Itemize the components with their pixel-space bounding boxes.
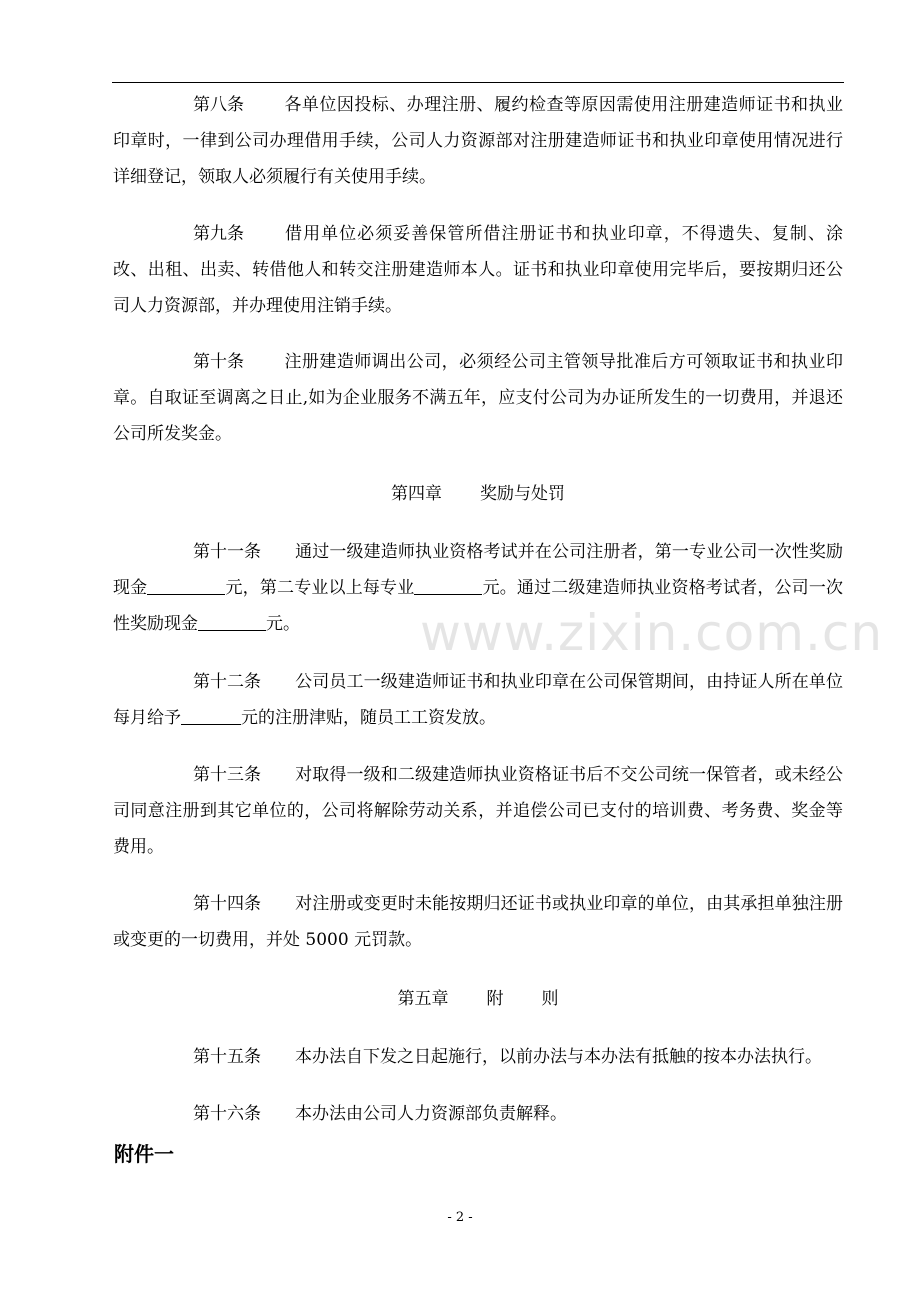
chapter-title-2: 则 — [541, 989, 559, 1009]
annex-title: 附件一 — [114, 1142, 174, 1166]
article-12 — [113, 664, 843, 736]
article-number: 第十三条 — [193, 765, 261, 785]
article-text-2: 元的注册津贴，随员工工资发放。 — [241, 708, 496, 728]
article-number: 第十一条 — [193, 542, 261, 562]
article-11 — [113, 534, 843, 642]
article-number: 第九条 — [193, 224, 244, 244]
article-text-1: 公司员工一级建造师证书和执业印章在公司保管期间，由持证人所在单位每月给予 — [113, 672, 843, 728]
amount-blank — [414, 577, 482, 595]
page-number: - 2 - — [447, 1210, 473, 1225]
article-8 — [113, 87, 843, 195]
chapter-title-1: 附 — [486, 989, 504, 1009]
article-14 — [113, 886, 843, 958]
chapter-number: 第四章 — [391, 484, 442, 504]
article-number: 第十六条 — [193, 1104, 261, 1124]
article-number: 第十四条 — [193, 894, 261, 914]
article-text: 注册建造师调出公司，必须经公司主管领导批准后方可领取证书和执业印章。自取证至调离之日止,如为企业服务不满五年，应支付公司为办证所发生的一切费用，并退还公司所发奖金。 — [113, 352, 843, 444]
article-text-2: 元，第二专业以上每专业 — [225, 578, 415, 598]
article-13 — [113, 757, 843, 865]
article-9 — [113, 216, 843, 324]
article-number: 第十二条 — [193, 672, 261, 692]
amount-blank — [198, 613, 266, 631]
article-text: 借用单位必须妥善保管所借注册证书和执业印章，不得遗失、复制、涂改、出租、出卖、转借他人和转交注册建造师本人。证书和执业印章使用完毕后，要按期归还公司人力资源部，并办理使用注销手续。 — [113, 224, 843, 316]
article-15 — [113, 1039, 843, 1075]
article-text: 本办法自下发之日起施行，以前办法与本办法有抵触的按本办法执行。 — [295, 1047, 822, 1067]
chapter-title: 奖励与处罚 — [480, 484, 565, 504]
chapter-5-heading — [113, 981, 843, 1017]
amount-blank — [181, 707, 241, 725]
article-text: 各单位因投标、办理注册、履约检查等原因需使用注册建造师证书和执业印章时，一律到公司办理借用手续，公司人力资源部对注册建造师证书和执业印章使用情况进行详细登记，领取人必须履行有关使用手续。 — [113, 95, 843, 187]
article-text: 对注册或变更时未能按期归还证书或执业印章的单位，由其承担单独注册或变更的一切费用，并处 5000 元罚款。 — [113, 894, 843, 950]
header-rule — [112, 82, 844, 83]
chapter-4-heading — [113, 476, 843, 512]
chapter-number: 第五章 — [397, 989, 449, 1009]
article-10 — [113, 344, 843, 452]
article-text-3: 元。通过二级建造师执业资格考试者，公司一次性奖励现金 — [113, 578, 844, 634]
article-number: 第八条 — [193, 95, 244, 115]
amount-blank — [147, 577, 225, 595]
article-16 — [113, 1096, 843, 1132]
article-number: 第十五条 — [193, 1047, 261, 1067]
watermark: www.zixin.com.cn — [420, 604, 884, 662]
article-number: 第十条 — [193, 352, 244, 372]
article-text: 对取得一级和二级建造师执业资格证书后不交公司统一保管者，或未经公司同意注册到其它单位的，公司将解除劳动关系，并追偿公司已支付的培训费、考务费、奖金等费用。 — [113, 765, 843, 857]
article-text-4: 元。 — [266, 614, 300, 634]
article-text-1: 通过一级建造师执业资格考试并在公司注册者，第一专业公司一次性奖励现金 — [113, 542, 843, 598]
article-text: 本办法由公司人力资源部负责解释。 — [295, 1104, 567, 1124]
